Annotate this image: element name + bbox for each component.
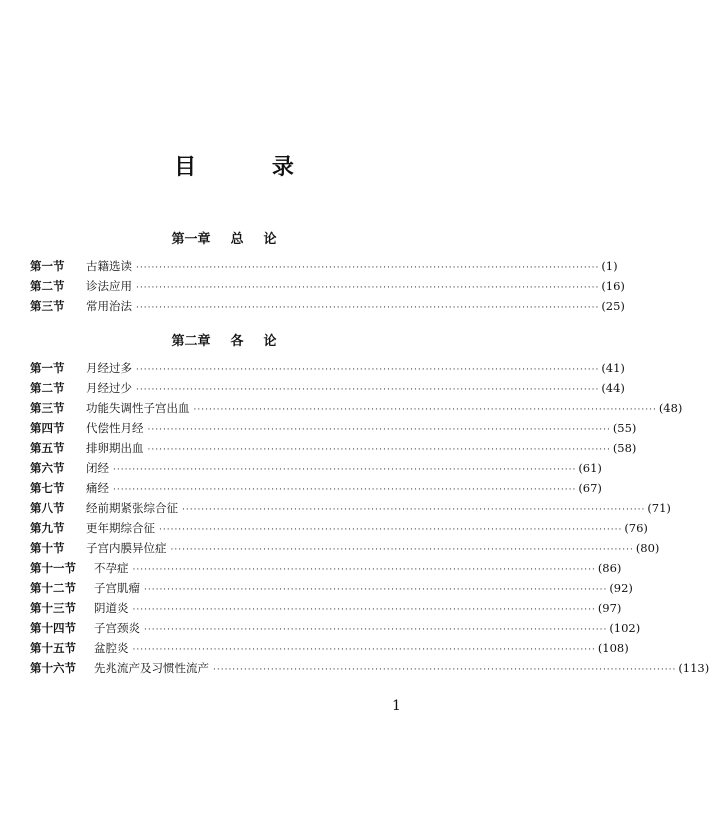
- section-page: (1): [601, 259, 618, 273]
- section-label: 第二节: [30, 381, 65, 395]
- section-page: (113): [678, 661, 709, 675]
- section-title: 月经过少: [86, 381, 132, 395]
- section-page: (76): [624, 521, 648, 535]
- chapter-name: 各论: [230, 334, 297, 349]
- section-label: 第五节: [30, 441, 65, 455]
- section-label: 第三节: [30, 299, 65, 313]
- toc-entry[interactable]: [30, 296, 625, 316]
- section-page: (55): [612, 421, 637, 435]
- leader-dots: ························································································································: [113, 485, 577, 495]
- section-title: 月经过多: [86, 361, 132, 375]
- section-title: 盆腔炎: [94, 641, 129, 655]
- section-label: 第六节: [30, 461, 65, 475]
- leader-dots: ························································································································: [136, 303, 600, 313]
- section-title: 子宫内膜异位症: [86, 541, 167, 555]
- toc-title: 目 录: [174, 154, 328, 180]
- section-page: (102): [609, 621, 641, 635]
- section-title: 功能失调性子宫出血: [86, 401, 190, 415]
- toc-entry[interactable]: [30, 438, 637, 458]
- leader-dots: ························································································································: [193, 405, 657, 415]
- section-page: (97): [597, 601, 622, 615]
- toc-entry[interactable]: [30, 538, 660, 558]
- leader-dots: ························································································································: [136, 283, 600, 293]
- section-label: 第一节: [30, 259, 65, 273]
- section-label: 第十五节: [30, 641, 76, 655]
- toc-entry[interactable]: [30, 458, 602, 478]
- toc-entry[interactable]: [30, 358, 625, 378]
- leader-dots: ························································································································: [136, 385, 600, 395]
- section-title: 子宫颈炎: [94, 621, 140, 635]
- toc-entry[interactable]: [30, 478, 602, 498]
- toc-entry[interactable]: [30, 618, 641, 638]
- section-page: (41): [601, 361, 625, 375]
- chapter-heading-2: [0, 330, 468, 349]
- leader-dots: ························································································································: [159, 525, 623, 535]
- toc-entry[interactable]: [30, 658, 709, 678]
- chapter-number: 第二章: [171, 334, 211, 349]
- section-label: 第一节: [30, 361, 65, 375]
- section-page: (67): [578, 481, 602, 495]
- section-title: 代偿性月经: [86, 421, 144, 435]
- leader-dots: ························································································································: [132, 645, 596, 655]
- section-title: 经前期紧张综合征: [86, 501, 178, 515]
- section-page: (48): [658, 401, 683, 415]
- leader-dots: ························································································································: [113, 465, 577, 475]
- section-page: (86): [597, 561, 622, 575]
- section-page: (58): [612, 441, 637, 455]
- section-label: 第十六节: [30, 661, 76, 675]
- leader-dots: ························································································································: [182, 505, 646, 515]
- section-label: 第二节: [30, 279, 65, 293]
- section-label: 第十节: [30, 541, 65, 555]
- toc-entry[interactable]: [30, 498, 671, 518]
- toc-entry[interactable]: [30, 578, 633, 598]
- section-label: 第十四节: [30, 621, 76, 635]
- section-title: 子宫肌瘤: [94, 581, 140, 595]
- page-number: 1: [392, 698, 401, 714]
- toc-entry[interactable]: [30, 418, 637, 438]
- leader-dots: ························································································································: [136, 263, 600, 273]
- toc-entry[interactable]: [30, 276, 625, 296]
- section-label: 第三节: [30, 401, 65, 415]
- section-page: (71): [647, 501, 671, 515]
- chapter-2-sections: [30, 358, 709, 678]
- toc-entry[interactable]: [30, 638, 629, 658]
- section-title: 痛经: [86, 481, 109, 495]
- section-label: 第八节: [30, 501, 65, 515]
- section-title: 诊法应用: [86, 279, 132, 293]
- leader-dots: ························································································································: [132, 565, 596, 575]
- leader-dots: ························································································································: [136, 365, 600, 375]
- toc-entry[interactable]: [30, 256, 618, 276]
- section-label: 第十二节: [30, 581, 76, 595]
- section-title: 古籍选读: [86, 259, 132, 273]
- section-page: (108): [597, 641, 629, 655]
- section-label: 第七节: [30, 481, 65, 495]
- section-title: 常用治法: [86, 299, 132, 313]
- section-page: (61): [578, 461, 602, 475]
- toc-entry[interactable]: [30, 398, 683, 418]
- section-label: 第十三节: [30, 601, 76, 615]
- section-label: 第九节: [30, 521, 65, 535]
- section-title: 排卵期出血: [86, 441, 144, 455]
- section-title: 不孕症: [94, 561, 129, 575]
- section-page: (80): [635, 541, 660, 555]
- leader-dots: ························································································································: [132, 605, 596, 615]
- chapter-heading-1: [0, 228, 468, 247]
- section-page: (25): [601, 299, 625, 313]
- section-label: 第四节: [30, 421, 65, 435]
- leader-dots: ························································································································: [147, 425, 611, 435]
- section-page: (16): [601, 279, 625, 293]
- section-page: (92): [609, 581, 633, 595]
- section-page: (44): [601, 381, 625, 395]
- leader-dots: ························································································································: [144, 625, 608, 635]
- section-title: 更年期综合征: [86, 521, 155, 535]
- chapter-name: 总论: [230, 232, 297, 247]
- section-label: 第十一节: [30, 561, 76, 575]
- section-title: 阴道炎: [94, 601, 129, 615]
- leader-dots: ························································································································: [170, 545, 634, 555]
- section-title: 先兆流产及习惯性流产: [94, 661, 209, 675]
- toc-entry[interactable]: [30, 518, 648, 538]
- toc-entry[interactable]: [30, 598, 622, 618]
- leader-dots: ························································································································: [144, 585, 608, 595]
- chapter-number: 第一章: [171, 232, 211, 247]
- chapter-1-sections: [30, 256, 625, 316]
- toc-entry[interactable]: [30, 378, 625, 398]
- leader-dots: ························································································································: [147, 445, 611, 455]
- toc-entry[interactable]: [30, 558, 622, 578]
- leader-dots: ························································································································: [213, 665, 677, 675]
- section-title: 闭经: [86, 461, 109, 475]
